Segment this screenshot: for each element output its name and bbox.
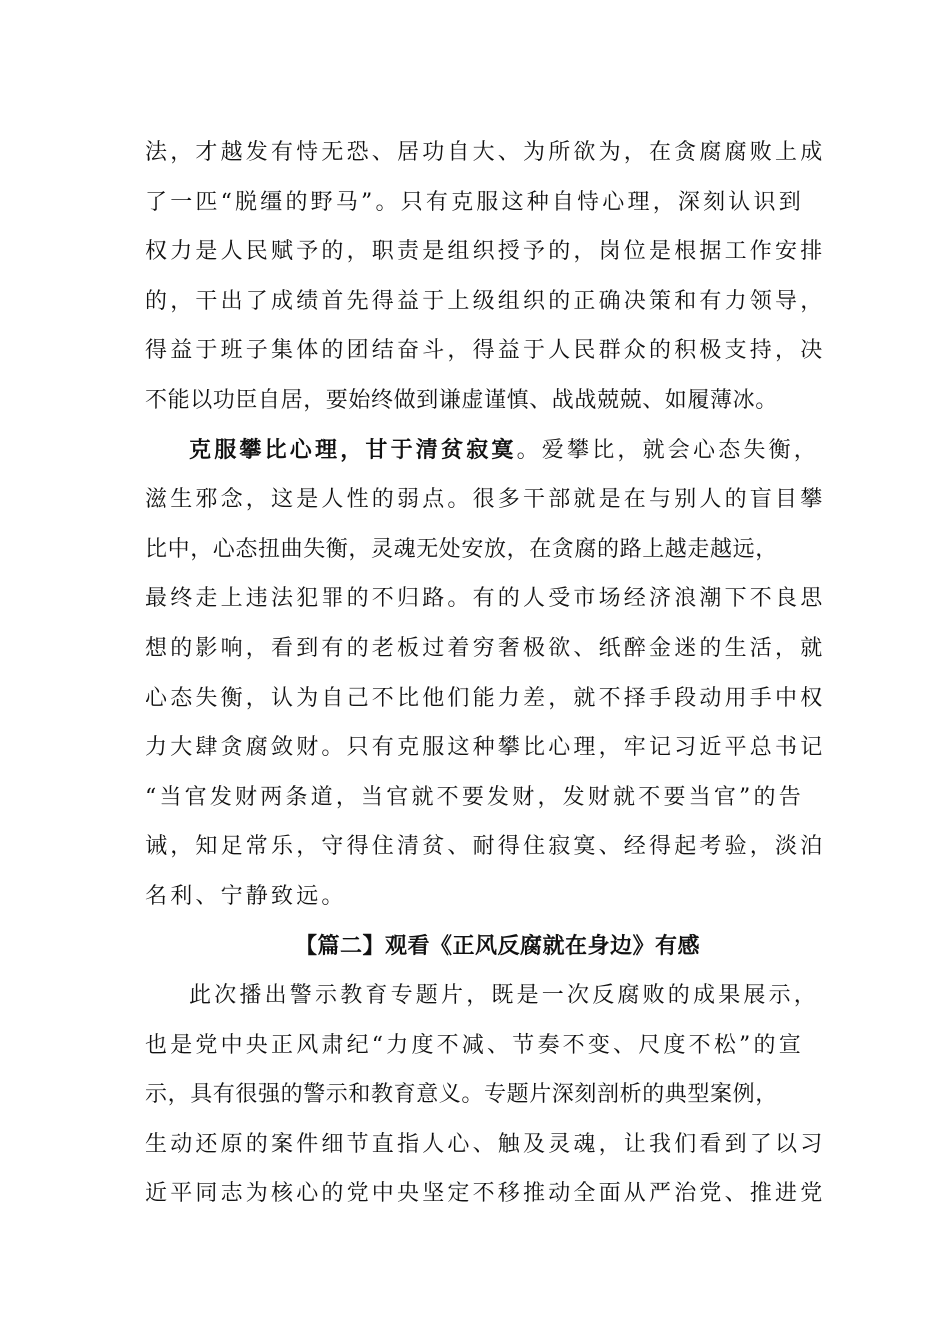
text-line: 近平同志为核心的党中央坚定不移推动全面从严治党、推进党 [145, 1181, 826, 1207]
paragraph-documentary-reflection [145, 971, 826, 1219]
text-line: 法，才越发有恃无恐、居功自大、为所欲为，在贪腐腐败上成 [145, 140, 826, 165]
text-line: 得益于班子集体的团结奋斗，得益于人民群众的积极支持，决 [145, 338, 826, 364]
text-line: 权力是人民赋予的，职责是组织授予的，岗位是根据工作安排 [145, 239, 826, 265]
text-line: 不能以功臣自居，要始终做到谦虚谨慎、战战兢兢、如履薄冰。 [145, 387, 778, 413]
text-line: 名利、宁静致远。 [145, 883, 347, 909]
text-line: 力大肆贪腐敛财。只有克服这种攀比心理，牢记习近平总书记 [145, 735, 826, 761]
paragraph-comparison-mentality [145, 426, 826, 922]
text-line: 心态失衡，认为自己不比他们能力差，就不择手段动用手中权 [145, 685, 826, 711]
text-line: 此次播出警示教育专题片，既是一次反腐败的成果展示， [189, 983, 820, 1009]
text-line: 想的影响，看到有的老板过着穷奢极欲、纸醉金迷的生活，就 [145, 635, 826, 661]
paragraph-lead-heading: 克服攀比心理，甘于清贫寂寞 [189, 436, 517, 463]
text-line: “当官发财两条道，当官就不要发财，发财就不要当官”的告 [145, 784, 804, 810]
document-body [145, 128, 826, 1219]
text-line: 的，干出了成绩首先得益于上级组织的正确决策和有力领导， [145, 288, 826, 314]
text-line: 滋生邪念，这是人性的弱点。很多干部就是在与别人的盲目攀 [145, 487, 826, 513]
text-line: 也是党中央正风肃纪“力度不减、节奏不变、尺度不松”的宣 [145, 1032, 804, 1058]
paragraph-self-reliance-ending [145, 128, 826, 426]
text-line: 了一匹“脱缰的野马”。只有克服这种自恃心理，深刻认识到 [145, 189, 804, 215]
paragraph-lead-text: 。爱攀比，就会心态失衡， [516, 437, 820, 463]
text-line: 诫，知足常乐，守得住清贫、耐得住寂寞、经得起考验，淡泊 [145, 834, 826, 860]
text-line: 生动还原的案件细节直指人心、触及灵魂，让我们看到了以习 [145, 1131, 826, 1157]
text-line: 比中，心态扭曲失衡，灵魂无处安放，在贪腐的路上越走越远， [145, 536, 778, 562]
text-line [145, 426, 820, 476]
section-title: 【篇二】观看《正风反腐就在身边》有感 [294, 932, 700, 959]
text-line: 最终走上违法犯罪的不归路。有的人受市场经济浪潮下不良思 [145, 586, 826, 612]
text-line: 示，具有很强的警示和教育意义。专题片深刻剖析的典型案例， [145, 1082, 778, 1108]
